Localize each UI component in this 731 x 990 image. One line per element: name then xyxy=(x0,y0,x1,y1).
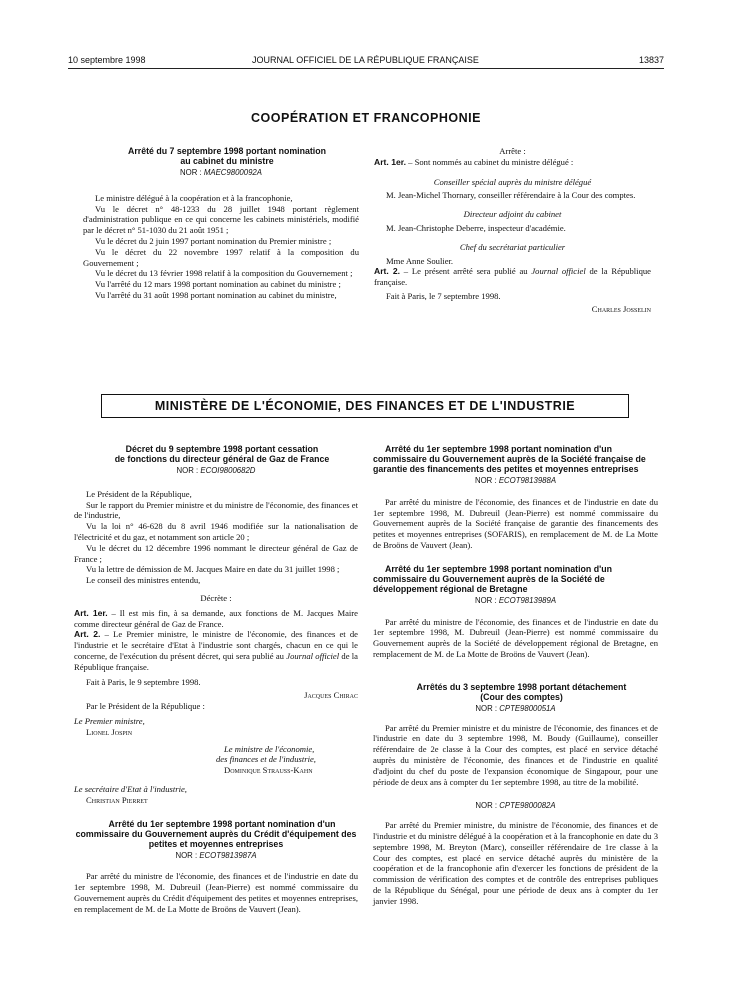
role-title: Conseiller spécial auprès du ministre délégué xyxy=(433,176,592,187)
nor-reference: NOR : ECOT9813988A xyxy=(474,476,557,485)
arrete-title-line1: Arrêté du 7 septembre 1998 portant nomination xyxy=(128,146,326,156)
par-le-president: Par le Président de la République : xyxy=(86,701,205,712)
visa-paragraph: Vu la lettre de démission de M. Jacques Maire en date du 31 juillet 1998 ; xyxy=(86,564,340,575)
arrete-bretagne xyxy=(373,564,658,660)
arrete-sofaris xyxy=(373,444,658,551)
nor-reference: NOR : MAEC9800092A xyxy=(180,168,262,177)
decret-article-1: Art. 1er. – Il est mis fin, à sa demande, aux fonctions de M. Jacques Maire comme directeur général de Gaz de France. xyxy=(74,607,358,629)
visa-paragraph: Sur le rapport du Premier ministre et du ministre de l'économie, des finances et de l'industrie, xyxy=(74,499,358,521)
ministere-left-column xyxy=(74,444,358,915)
article-2: Art. 2. – Le présent arrêté sera publié au Journal officiel de la République française. xyxy=(374,266,651,288)
ministre-title: des finances et de l'industrie, xyxy=(216,754,316,765)
nor-reference: NOR : ECOT9813987A xyxy=(175,850,257,860)
arrete-title: Arrêté du 1er septembre 1998 portant nomination d'un commissaire du Gouvernement auprès de la Société de développement régional de Bretagne xyxy=(373,563,612,594)
nor-reference: NOR : ECOI9800682D xyxy=(176,466,256,475)
section-title-cooperation: COOPÉRATION ET FRANCOPHONIE xyxy=(251,111,481,125)
decret-article-2: Art. 2. – Le Premier ministre, le ministre de l'économie, des finances et de l'industrie et le secrétaire d'Etat à l'industrie sont chargés, chacun en ce qui le concerne, de l'exécution du présent décret, qui sera publié au Journal officiel de la République française. xyxy=(74,629,358,672)
appointee: M. Jean-Michel Thornary, conseiller référendaire à la Cour des comptes. xyxy=(386,190,636,201)
decrete-label: Décrète : xyxy=(200,592,232,603)
fait-a-paris: Fait à Paris, le 7 septembre 1998. xyxy=(386,290,501,301)
fait-a-paris: Fait à Paris, le 9 septembre 1998. xyxy=(86,676,201,687)
ministre-title: Le ministre de l'économie, xyxy=(224,743,315,754)
header-rule xyxy=(68,68,664,69)
arretes-detachement xyxy=(373,682,658,907)
visa-paragraph: Vu l'arrêté du 31 août 1998 portant nomination au cabinet du ministre, xyxy=(95,289,337,300)
arrete-text: Par arrêté du ministre de l'économie, des finances et de l'industrie en date du 1er septembre 1998, M. Dubreuil (Jean-Pierre) est nommé commissaire du Gouvernement auprès de la Société de développement régional de Bretagne, en remplacement de M. de La Motte de Broöns de Vauvert (Jean). xyxy=(373,616,658,659)
nor-reference: NOR : CPTE9800082A xyxy=(475,801,556,811)
appointee: M. Jean-Christophe Deberre, inspecteur d'académie. xyxy=(386,222,566,233)
visa-paragraph: Vu la loi n° 46-628 du 8 avril 1946 modifiée sur la nationalisation de l'électricité et du gaz, et notamment son article 20 ; xyxy=(74,521,358,542)
ministre-name: Dominique Strauss-Kahn xyxy=(224,765,313,776)
secretaire-name: Christian Pierret xyxy=(86,794,148,805)
nor-reference: NOR : CPTE9800051A xyxy=(475,703,556,713)
ministere-right-column xyxy=(373,444,658,907)
visa-paragraph: Vu le décret n° 48-1233 du 28 juillet 1948 portant règlement d'administration publique en ce qui concerne les cabinets ministériels, modifié par le décret n° 51-1030 du 21 août 1951 ; xyxy=(83,203,359,236)
header-date: 10 septembre 1998 xyxy=(68,55,146,65)
arrete-title-line1: Arrêtés du 3 septembre 1998 portant détachement xyxy=(416,681,627,692)
visa-paragraph: Le Président de la République, xyxy=(86,488,192,499)
arrete-text: Par arrêté du ministre de l'économie, des finances et de l'industrie en date du 1er septembre 1998, M. Dubreuil (Jean-Pierre) est nommé commissaire du Gouvernement auprès du Crédit d'équipement des petites et moyennes entreprises, en remplacement de M. de La Motte de Broöns de Vauvert (Jean). xyxy=(74,871,358,914)
nor-reference: NOR : ECOT9813989A xyxy=(474,595,557,605)
header-journal: JOURNAL OFFICIEL DE LA RÉPUBLIQUE FRANÇAISE xyxy=(252,55,479,65)
arrete-title: Arrêté du 1er septembre 1998 portant nomination d'un commissaire du Gouvernement auprès du Crédit d'équipement des petites et moyennes entreprises xyxy=(75,818,357,849)
arrete-title-line2: (Cour des comptes) xyxy=(480,691,563,702)
visa-paragraph: Le conseil des ministres entendu, xyxy=(86,575,201,586)
decret-title-line1: Décret du 9 septembre 1998 portant cessation xyxy=(125,444,319,454)
arrete-label: Arrête : xyxy=(499,146,526,156)
secretaire-title: Le secrétaire d'Etat à l'industrie, xyxy=(74,783,187,794)
visa-paragraph: Le ministre délégué à la coopération et à la francophonie, xyxy=(95,192,293,203)
section-title-ministere-economie: MINISTÈRE DE L'ÉCONOMIE, DES FINANCES ET DE L'INDUSTRIE xyxy=(101,394,629,418)
visa-paragraph: Vu le décret du 22 novembre 1997 relatif à la composition du Gouvernement ; xyxy=(83,246,359,268)
premier-ministre-name: Lionel Jospin xyxy=(86,726,133,737)
visa-paragraph: Vu le décret du 13 février 1998 relatif à la composition du Gouvernement ; xyxy=(95,268,353,279)
visa-paragraph: Vu le décret du 12 décembre 1996 nommant le directeur général de Gaz de France ; xyxy=(74,542,358,564)
arrete-text: Par arrêté du Premier ministre, du ministre de l'économie, des finances et de l'industrie et du ministre délégué à la coopération et à la francophonie en date du 3 septembre 1998, M. Breyton (Marc), conseiller référendaire de 1re classe à la Cour des comptes, est placé en service détaché auprès du ministère de la coopération et de la francophonie afin d'exercer les fonctions de président de la commission de vérification des comptes et de contrôle des entreprises publiques de la République du Sénégal, pour une période de deux ans à compter du 1er janvier 1998. xyxy=(373,820,658,906)
arrete-title: Arrêté du 1er septembre 1998 portant nomination d'un commissaire du Gouvernement auprès de la Société française de garantie des financements des petites et moyennes entreprises xyxy=(373,444,646,474)
arrete-title-line2: au cabinet du ministre xyxy=(180,156,274,166)
arrete-credit-equipement xyxy=(74,819,358,915)
appointee: Mme Anne Soulier. xyxy=(386,255,454,266)
header-page-number: 13837 xyxy=(638,55,664,65)
arrete-cabinet-right-column xyxy=(374,146,651,315)
visa-paragraph: Vu le décret du 2 juin 1997 portant nomination du Premier ministre ; xyxy=(95,235,332,246)
visa-paragraph: Vu l'arrêté du 12 mars 1998 portant nomination au cabinet du ministre ; xyxy=(95,279,341,290)
role-title: Chef du secrétariat particulier xyxy=(459,241,566,252)
arrete-cabinet-left-column xyxy=(83,146,359,301)
signature: Charles Josselin xyxy=(591,303,651,314)
arrete-text: Par arrêté du Premier ministre et du ministre de l'économie, des finances et de l'industrie en date du 3 septembre 1998, M. Boudy (Guillaume), conseiller référendaire de 2e classe à la Cour des comptes, est placé en service détaché auprès du ministère de l'économie, des finances et de l'industrie en qualité d'adjoint du chef du poste de l'expansion économique de Singapour, pour une période de deux ans à compter du 1er septembre 1998, au titre de la mobilité. xyxy=(373,722,658,787)
premier-ministre-title: Le Premier ministre, xyxy=(74,715,145,726)
role-title: Directeur adjoint du cabinet xyxy=(463,209,562,220)
article-1: Art. 1er. – Sont nommés au cabinet du ministre délégué : xyxy=(374,156,574,167)
signature-president: Jacques Chirac xyxy=(304,690,358,701)
arrete-text: Par arrêté du ministre de l'économie, des finances et de l'industrie en date du 1er septembre 1998, M. Dubreuil (Jean-Pierre) est nommé commissaire du Gouvernement auprès de la Société française de garantie des financements des petites et moyennes entreprises (SOFARIS), en remplacement de M. de La Motte de Broöns de Vauvert (Jean). xyxy=(373,496,658,550)
decret-title-line2: de fonctions du directeur général de Gaz de France xyxy=(114,454,330,464)
